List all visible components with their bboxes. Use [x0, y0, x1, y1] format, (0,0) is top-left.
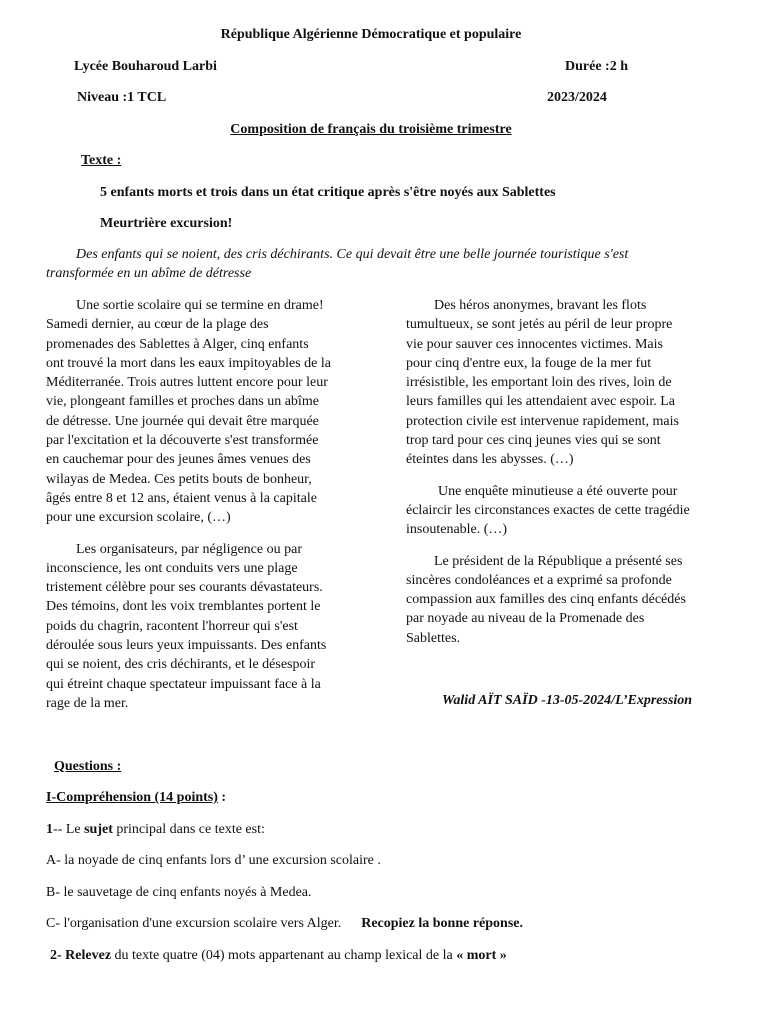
question-keyword: Relevez [65, 948, 112, 963]
exam-title: Composition de français du troisième trimestre [230, 122, 512, 137]
option-c-text: C- l'organisation d'une excursion scolaire vers Alger. [46, 916, 342, 931]
paragraph-line: Le président de la République a présenté ses [434, 553, 683, 569]
republic-title: République Algérienne Démocratique et populaire [220, 27, 522, 42]
paragraph-line: ont trouvé la mort dans les eaux impitoyables de la [46, 355, 331, 371]
article-paragraph [406, 552, 736, 648]
option-c [46, 914, 523, 933]
paragraph-line: pour une excursion scolaire, (…) [46, 510, 231, 526]
paragraph-line: vie pour sauver ces innocentes victimes. Mais [406, 336, 663, 352]
school-year: 2023/2024 [547, 90, 607, 105]
article-subheadline: Meurtrière excursion! [100, 216, 233, 231]
paragraph-line: pour cinq d'entre eux, la fouge de la mer fut [406, 355, 652, 371]
question-text: du texte quatre (04) mots appartenant au champ lexical de la [111, 948, 457, 963]
paragraph-line: Samedi dernier, au cœur de la plage des [46, 317, 269, 333]
question-text: -- Le [53, 822, 85, 837]
paragraph-line: protection civile est intervenue rapidement, mais [406, 413, 679, 429]
paragraph-line: poids du chagrin, racontent l'horreur qui s'est [46, 618, 298, 634]
article-paragraph [46, 540, 376, 714]
paragraph-line: Des héros anonymes, bravant les flots [434, 298, 647, 313]
chapeau-line: Des enfants qui se noient, des cris déchirants. Ce qui devait être une belle journée touristique s'est [76, 247, 629, 262]
article-chapeau [46, 245, 628, 284]
article-headline: 5 enfants morts et trois dans un état critique après s'être noyés aux Sablettes [100, 185, 556, 200]
questions-label: Questions : [54, 759, 122, 774]
article-paragraph [46, 296, 376, 528]
paragraph-line: leurs familles qui les attendaient avec espoir. La [406, 394, 676, 410]
paragraph-line: Des témoins, dont les voix tremblantes portent le [46, 599, 321, 615]
paragraph-line: déroulée sous leurs yeux impuissants. Des enfants [46, 638, 327, 654]
chapeau-line: transformée en un abîme de détresse [46, 266, 252, 282]
paragraph-line: Les organisateurs, par négligence ou par [76, 541, 302, 557]
option-b: B- le sauvetage de cinq enfants noyés à Medea. [46, 885, 312, 900]
paragraph-line: qui étreint chaque spectateur impuissant face à la [46, 676, 321, 692]
paragraph-line: inconscience, les ont conduits vers une plage [46, 560, 298, 576]
paragraph-line: compassion aux familles des cinq enfants décédés [406, 592, 686, 608]
article-paragraph [406, 296, 736, 470]
option-a: A- la noyade de cinq enfants lors d’ une excursion scolaire . [46, 853, 381, 868]
paragraph-line: rage de la mer. [46, 695, 129, 711]
question-2 [50, 946, 507, 965]
question-text: principal dans ce texte est: [112, 822, 265, 837]
question-number: 2 [50, 948, 57, 963]
answer-instruction: Recopiez la bonne réponse. [361, 916, 523, 931]
question-keyword: sujet [84, 822, 113, 837]
section1-heading [46, 788, 226, 807]
paragraph-line: en cauchemar pour des jeunes âmes venues des [46, 452, 311, 468]
text-label: Texte : [81, 153, 122, 168]
paragraph-line: insoutenable. (…) [406, 522, 508, 538]
paragraph-line: Sablettes. [406, 630, 461, 646]
paragraph-line: wilayas de Medea. Ces petits bouts de bonheur, [46, 471, 312, 487]
paragraph-line: Une enquête minutieuse a été ouverte pour [438, 483, 678, 499]
question-term: « mort » [456, 948, 507, 963]
paragraph-line: tristement célèbre pour ses courants dévastateurs. [46, 580, 323, 596]
article-source: Walid AÏT SAÏD -13-05-2024/L’Expression [442, 693, 693, 708]
question-1 [46, 820, 265, 839]
paragraph-line: de détresse. Une journée qui devait être marquée [46, 413, 319, 429]
section1-colon: : [217, 790, 227, 805]
article-right-column [406, 296, 736, 648]
paragraph-line: Une sortie scolaire qui se termine en drame! [76, 298, 324, 313]
article-paragraph [406, 482, 736, 540]
school-name: Lycée Bouharoud Larbi [74, 59, 217, 74]
class-level: Niveau :1 TCL [77, 90, 167, 105]
paragraph-line: qui se noient, des cris déchirants, et le désespoir [46, 657, 316, 673]
paragraph-line: éclaircir les circonstances exactes de cette tragédie [406, 502, 690, 518]
article-left-column [46, 296, 376, 713]
paragraph-line: promenades des Sablettes à Alger, cinq enfants [46, 336, 309, 352]
paragraph-line: éteintes dans les abysses. (…) [406, 452, 574, 468]
paragraph-line: trop tard pour ces cinq jeunes vies qui se sont [406, 433, 661, 449]
paragraph-line: par l'excitation et la découverte s'est transformée [46, 433, 319, 449]
paragraph-line: âgés entre 8 et 12 ans, étaient venus à la capitale [46, 490, 317, 506]
paragraph-line: Méditerranée. Trois autres luttent encore pour leur [46, 375, 328, 391]
paragraph-line: par noyade au niveau de la Promenade des [406, 611, 645, 627]
exam-duration: Durée :2 h [565, 59, 628, 74]
paragraph-line: sincères condoléances et a exprimé sa profonde [406, 572, 672, 588]
paragraph-line: vie, plongeant familles et proches dans un abîme [46, 394, 319, 410]
section1-title: I-Compréhension (14 points) [46, 790, 218, 805]
question-number: 1 [46, 822, 53, 837]
paragraph-line: irrésistible, les emportant loin des rives, loin de [406, 375, 672, 391]
question-dash: - [57, 948, 66, 963]
paragraph-line: tumultueux, se sont jetés au péril de leur propre [406, 317, 673, 333]
